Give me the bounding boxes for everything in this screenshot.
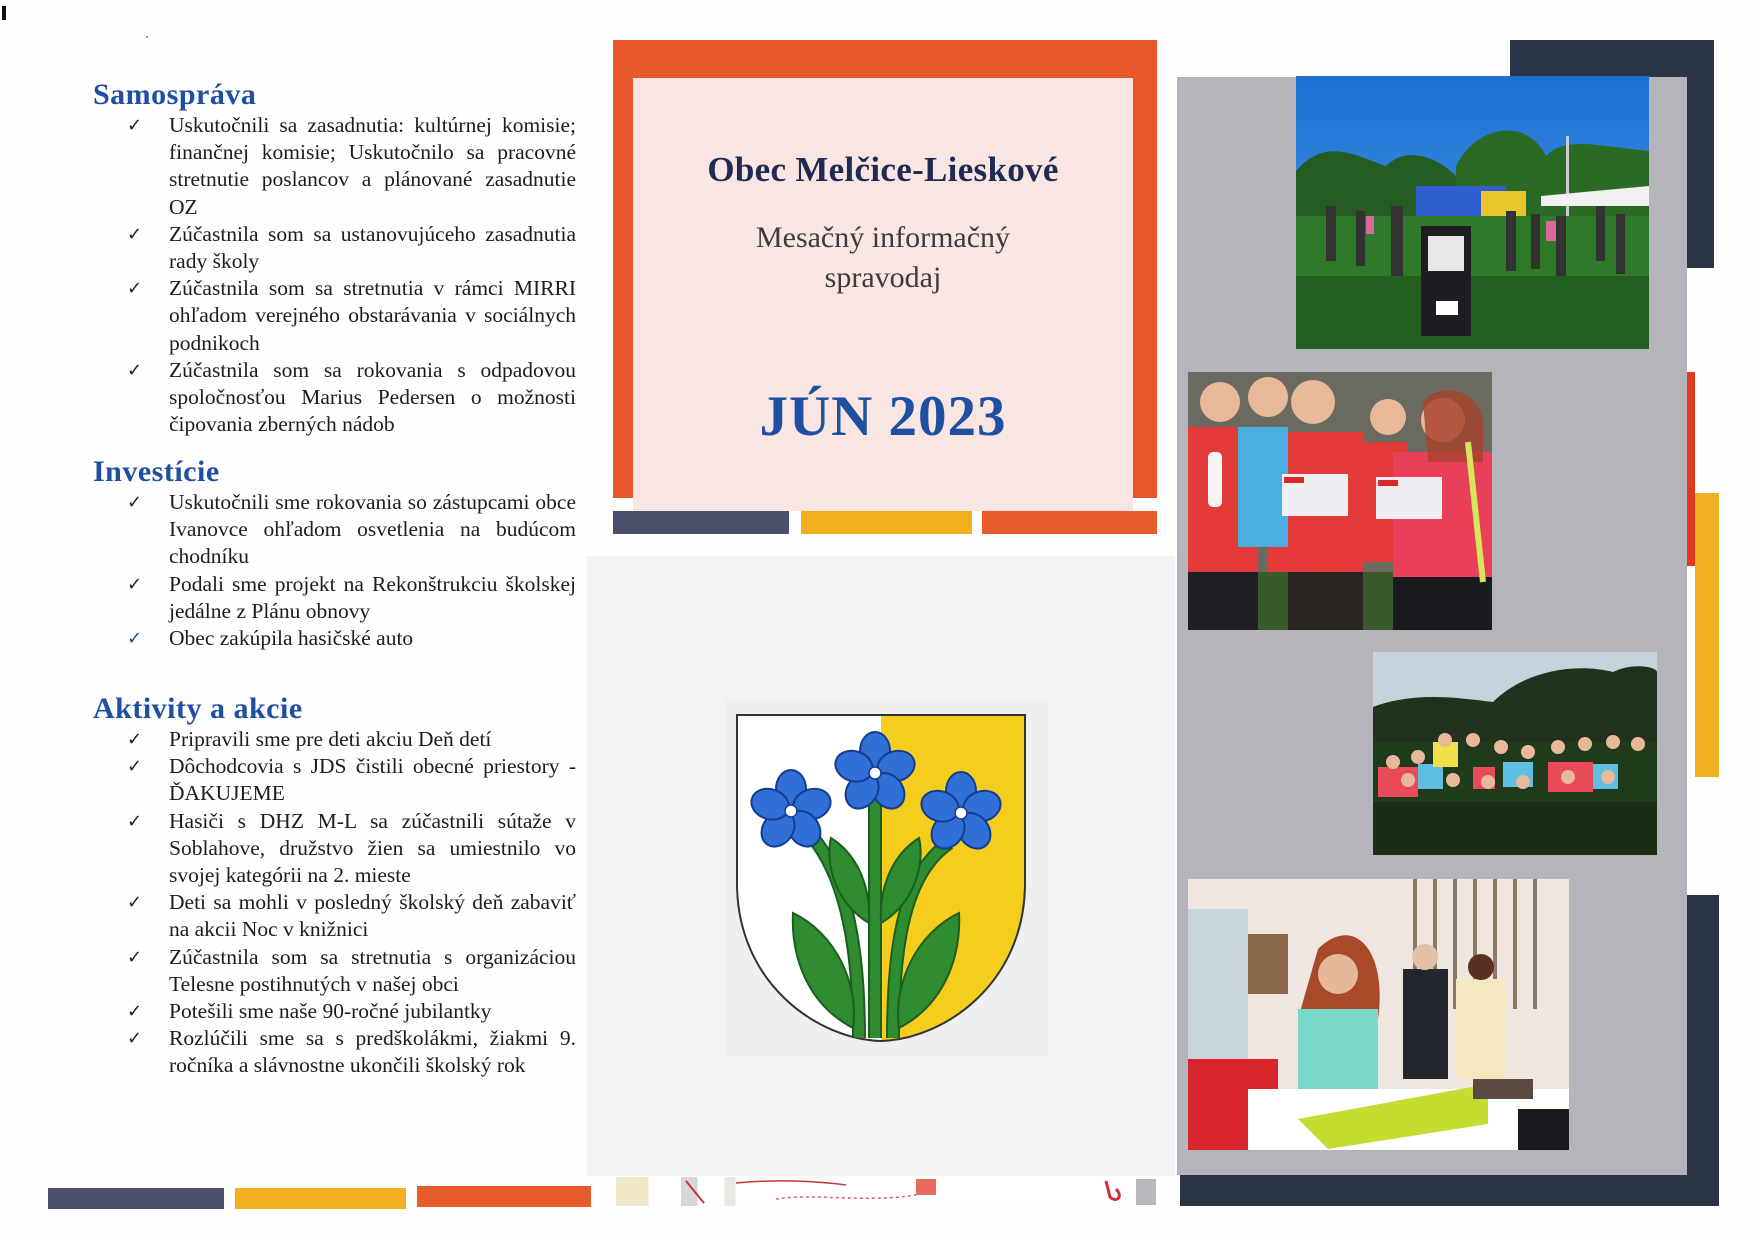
list-item [127,808,576,890]
list-item [127,889,576,943]
list-item [127,944,576,998]
decor-bar-navy [613,511,789,534]
list-item [127,275,576,357]
decor-bracket-top [1510,40,1714,77]
bullet-list [93,726,576,1080]
list-item [127,1025,576,1079]
section-samosprava [93,78,576,438]
outdoor-event-photo [1296,76,1649,349]
list-item-text: Potešili sme naše 90-ročné jubilantky [169,999,492,1024]
team-with-diplomas-photo [1188,372,1492,630]
list-item [127,357,576,439]
municipality-name: Obec Melčice-Lieskové [707,150,1059,189]
scan-mark [2,6,6,20]
check-mark-icon: ✓ [127,946,143,968]
decor-bracket-top-side [1687,40,1714,268]
check-mark-icon: ✓ [127,628,143,650]
check-mark-icon: ✓ [127,278,143,300]
school-farewell-signing-photo [1188,879,1569,1150]
check-mark-icon: ✓ [127,1001,143,1023]
decor-bar-red [1687,372,1695,566]
check-mark-icon: ✓ [127,223,143,245]
list-item-text: Zúčastnila som sa stretnutia v rámci MIRRI ohľadom verejného obstarávania v sociálnych podnikoch [169,276,576,355]
check-mark-icon: ✓ [127,492,143,513]
list-item-text: Zúčastnila som sa stretnutia s organizáciou Telesne postihnutých v našej obci [169,944,576,996]
coat-of-arms-icon [735,713,1027,1043]
check-mark-icon: ✓ [127,729,143,750]
list-item-text: Rozlúčili sme sa s predškolákmi, žiakmi 9. ročníka a slávnostne ukončili školský rok [169,1026,576,1078]
list-item-text: Uskutočnili sa zasadnutia: kultúrnej komisie; finančnej komisie; Uskutočnilo sa pracovné stretnutie poslancov a plánované zasadnutie OZ [169,113,576,219]
decor-bar-yellow [801,511,972,534]
list-item [127,726,576,753]
list-item [127,998,576,1025]
list-item-text: Uskutočnili sme rokovania so zástupcami obce Ivanovce ohľadom osvetlenia na budúcom chodníku [169,490,576,569]
section-heading: Samospráva [93,78,257,111]
check-mark-icon: ✓ [127,892,143,914]
list-item [127,753,576,807]
decor-bar-orange [417,1186,591,1207]
list-item [127,571,576,625]
decor-bar-navy [48,1188,224,1209]
decor-bar-orange [982,511,1157,534]
decor-bar-yellow [1695,493,1719,777]
check-mark-icon: ✓ [127,115,143,136]
section-aktivity [93,692,576,1080]
check-mark-icon: ✓ [127,756,143,778]
list-item-text: Zúčastnila som sa rokovania s odpadovou spoločnosťou Marius Pedersen o možnosti čipovania zberných nádob [169,357,576,437]
list-item [127,221,576,275]
decor-bar-yellow [235,1188,406,1209]
check-mark-icon: ✓ [127,1028,143,1050]
section-investicie [93,455,576,652]
list-item [127,112,576,221]
list-item-text: Pripravili sme pre deti akciu Deň detí [169,727,492,751]
decor-bracket-bottom [1180,1175,1719,1206]
section-heading: Aktivity a akcie [93,692,303,725]
list-item-text: Obec zakúpila hasičské auto [169,626,414,651]
children-group-photo [1373,652,1657,855]
subtitle-line-1: Mesačný informačný [755,221,1011,254]
bullet-list [93,112,576,438]
section-heading: Investície [93,455,220,488]
list-item-text: Zúčastnila som sa ustanovujúceho zasadnutia rady školy [169,221,576,274]
subtitle-line-2: spravodaj [824,261,942,294]
list-item-text: Deti sa mohli v posledný školský deň zabaviť na akcii Noc v knižnici [169,890,576,942]
list-item [127,625,576,652]
issue-month: JÚN 2023 [759,385,1007,448]
check-mark-icon: ✓ [127,359,143,381]
list-item-text: Podali sme projekt na Rekonštrukciu školskej jedálne z Plánu obnovy [169,571,576,623]
list-item-text: Dôchodcovia s JDS čistili obecné priestory - ĎAKUJEME [169,754,576,806]
bullet-list [93,489,576,652]
photo-strip [616,1177,1159,1206]
newsletter-subtitle [633,218,1133,298]
scan-dot [146,36,148,38]
list-item [127,489,576,571]
check-mark-icon: ✓ [127,573,143,595]
decor-bracket-bottom-side [1687,895,1719,1206]
list-item-text: Hasiči s DHZ M-L sa zúčastnili sútaže v Soblahove, družstvo žien sa umiestnilo vo svojej kategórii na 2. mieste [169,808,576,888]
check-mark-icon: ✓ [127,810,143,832]
